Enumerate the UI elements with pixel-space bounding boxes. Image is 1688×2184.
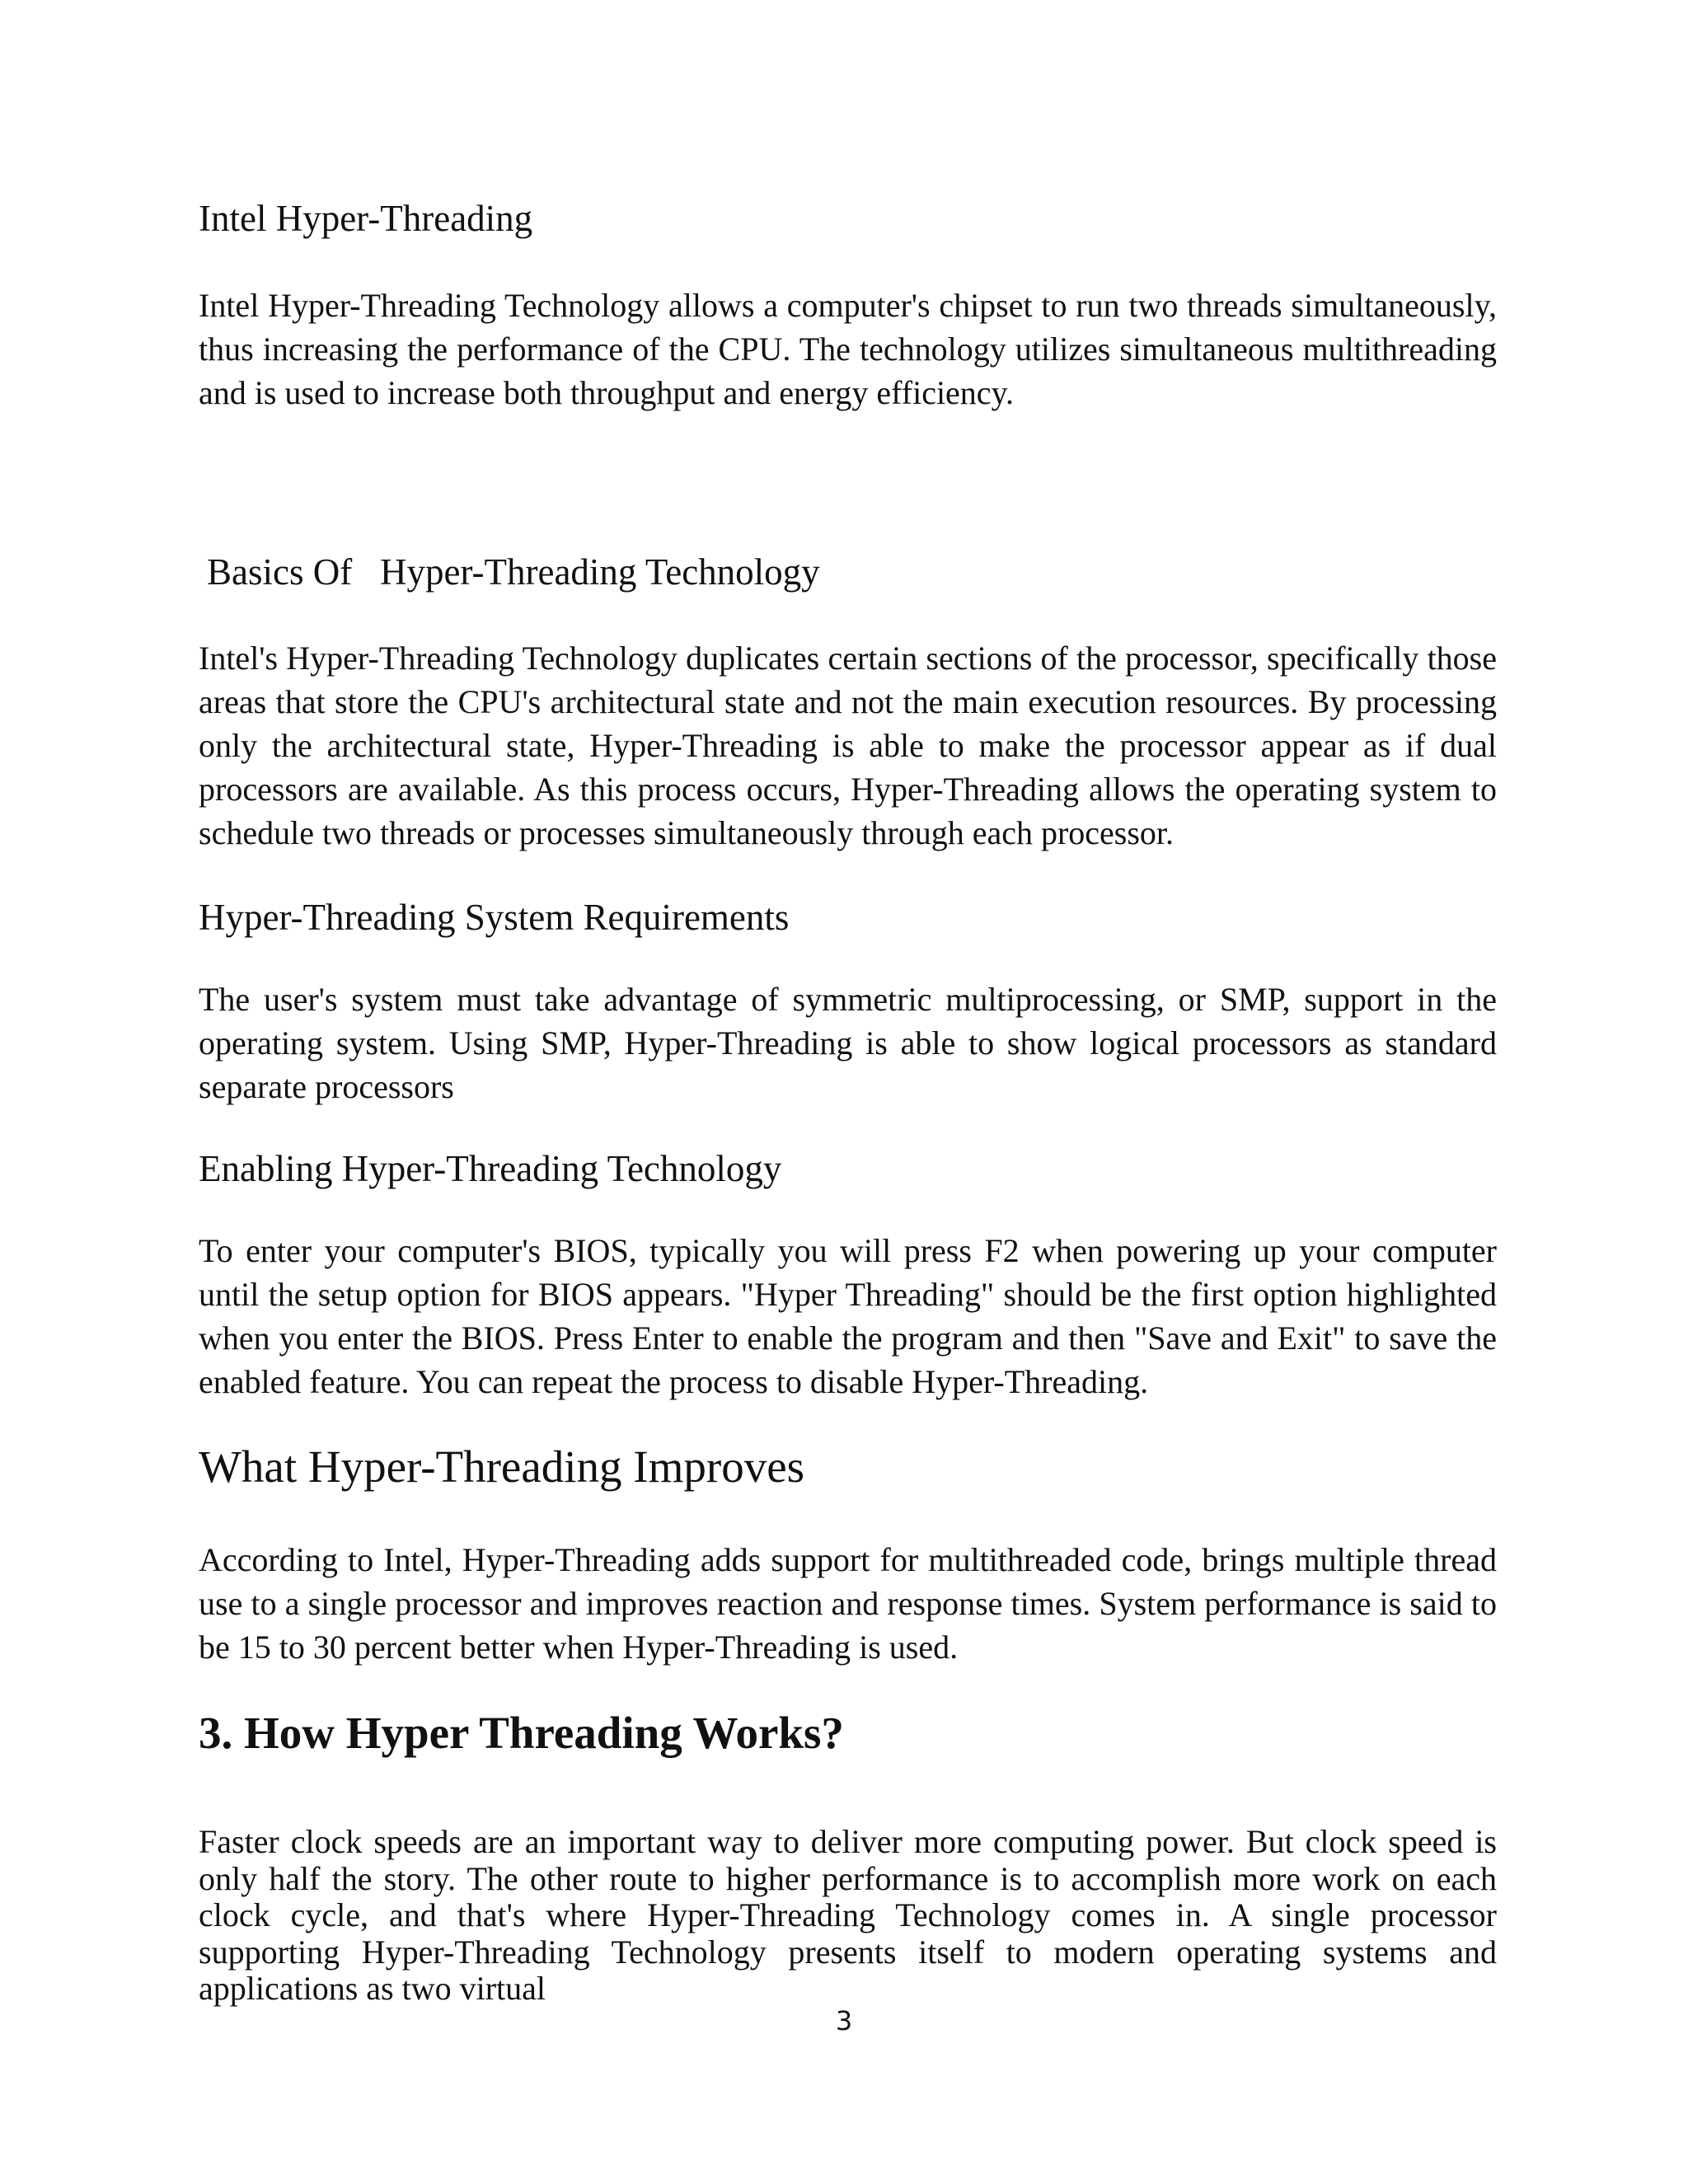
- paragraph-intel-hyper-threading: Intel Hyper-Threading Technology allows a computer's chipset to run two threads simultaneously, thus increasing the performance of the CPU. The technology utilizes simultaneous multithreading and is used to increase both throughput and energy efficiency.: [199, 287, 1497, 411]
- section-heading-intel-hyper-threading: Intel Hyper-Threading: [199, 198, 533, 239]
- paragraph-basics: Intel's Hyper-Threading Technology duplicates certain sections of the processor, specifically those areas that store the CPU's architectural state and not the main execution resources. By processing only the architectural state, Hyper-Threading is able to make the processor appear as if dual processors are available. As this process occurs, Hyper-Threading allows the operating system to schedule two threads or processes simultaneously through each processor.: [199, 640, 1497, 851]
- section-heading-basics: Basics Of Hyper-Threading Technology: [207, 551, 820, 593]
- section-heading-what-improves: What Hyper-Threading Improves: [199, 1441, 805, 1492]
- paragraph-what-improves: According to Intel, Hyper-Threading adds support for multithreaded code, brings multiple thread use to a single processor and improves reaction and response times. System performance is said to be 15 to 30 percent better when Hyper-Threading is used.: [199, 1541, 1497, 1666]
- paragraph-how-it-works: Faster clock speeds are an important way to deliver more computing power. But clock speed is only half the story. The other route to higher performance is to accomplish more work on each clock cycle, and that's where Hyper-Threading Technology comes in. A single processor supporting Hyper-Threading Technology presents itself to modern operating systems and applications as two virtual: [199, 1823, 1497, 2007]
- paragraph-enabling: To enter your computer's BIOS, typically you will press F2 when powering up your computer until the setup option for BIOS appears. "Hyper Threading" should be the first option highlighted when you enter the BIOS. Press Enter to enable the program and then "Save and Exit" to save the enabled feature. You can repeat the process to disable Hyper-Threading.: [199, 1232, 1497, 1400]
- section-heading-enabling: Enabling Hyper-Threading Technology: [199, 1148, 782, 1189]
- page-number: 3: [835, 2005, 853, 2036]
- paragraph-system-requirements: The user's system must take advantage of symmetric multiprocessing, or SMP, support in the operating system. Using SMP, Hyper-Threading is able to show logical processors as standard separate processors: [199, 981, 1497, 1105]
- section-heading-how-it-works: 3. How Hyper Threading Works?: [199, 1708, 844, 1758]
- section-heading-system-requirements: Hyper-Threading System Requirements: [199, 897, 790, 938]
